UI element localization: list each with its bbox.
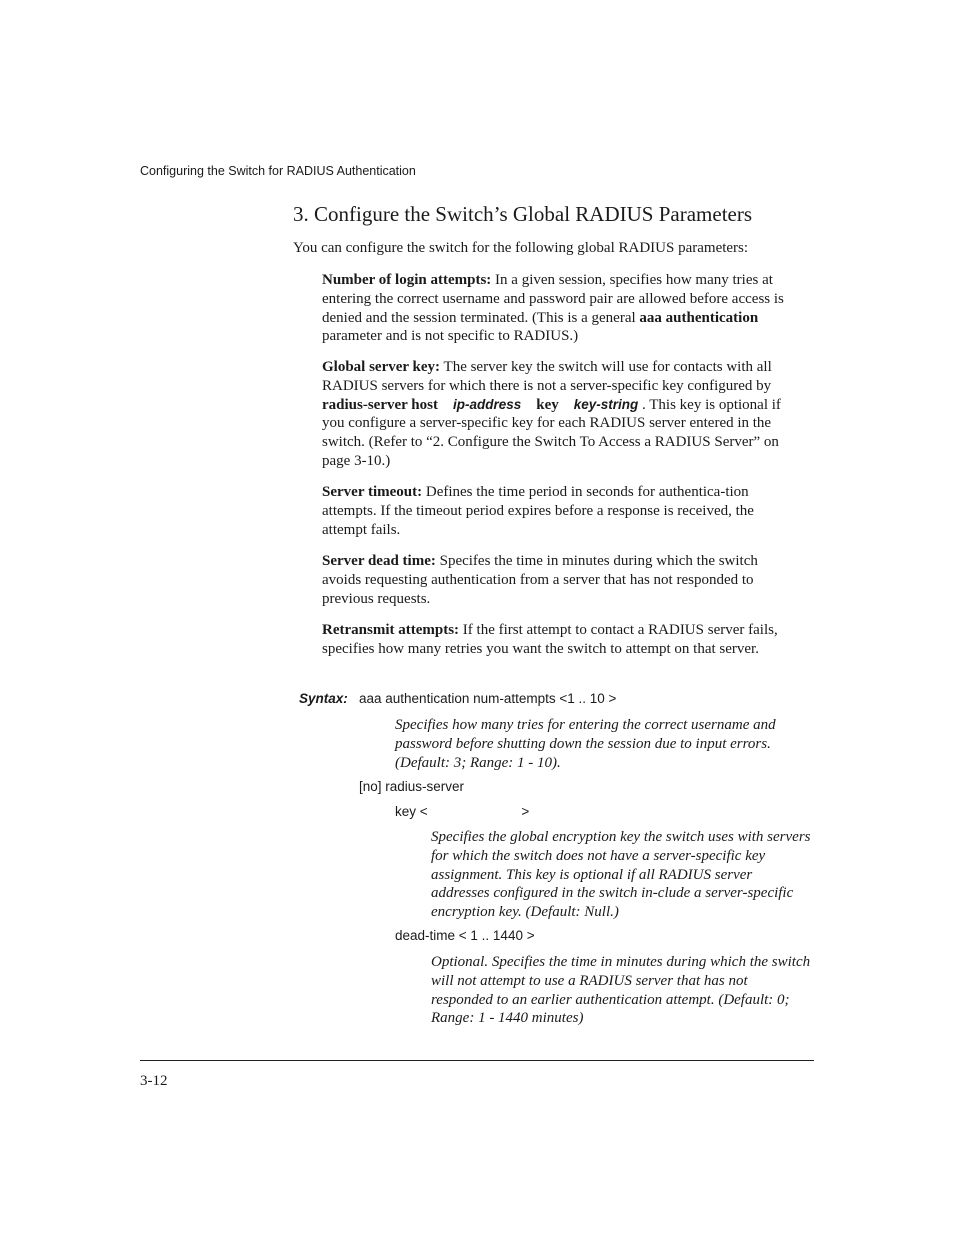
param-text-continued: . This key is optional if you configure a server-specific key for each RADIUS server entered in the switch. (Refer to “2. Configure the Switch To Access a RADIUS Server” on page 3-10.): [322, 396, 781, 469]
inline-command: key: [536, 396, 559, 413]
syntax-command-radius-server: [no] radius-server: [359, 779, 465, 794]
inline-argument: ip-address: [452, 396, 522, 412]
param-text-continued: parameter and is not specific to RADIUS.): [322, 328, 579, 345]
syntax-description-num-attempts: Specifies how many tries for entering the correct username and password before shutting down the session due to input errors. (Default: 3; Range: 1 - 10).: [395, 717, 776, 771]
intro-paragraph: You can configure the switch for the following global RADIUS parameters:: [293, 240, 749, 256]
param-server-timeout: [322, 483, 797, 539]
param-term: Server dead time:: [322, 553, 436, 569]
param-inline-command: aaa authentication: [639, 309, 759, 326]
param-text: In a given session, specifies how many tries at entering the correct username and password pair are allowed before access is denied and the session terminated. (This is a general: [322, 272, 784, 326]
section-title: 3. Configure the Switch’s Global RADIUS Parameters: [293, 202, 753, 226]
syntax-description-dead-time: Optional. Specifies the time in minutes during which the switch will not attempt to use a RADIUS server that has not responded to an earlier authentication attempt. (Default: 0; Range: 1 - 1440 minutes): [431, 954, 811, 1027]
param-server-dead-time: [322, 552, 797, 608]
running-header: Configuring the Switch for RADIUS Authentication: [140, 164, 416, 178]
syntax-command-dead-time: dead-time < 1 .. 1440 >: [395, 928, 535, 943]
param-text: Specifes the time in minutes during which the switch avoids requesting authentication from a server that has not responded to previous requests.: [322, 553, 758, 607]
param-term: Global server key:: [322, 359, 441, 375]
param-term: Retransmit attempts:: [322, 622, 460, 638]
syntax-command-num-attempts: aaa authentication num-attempts <1 .. 10 >: [359, 691, 617, 706]
page-number: 3-12: [140, 1073, 168, 1089]
param-text: If the first attempt to contact a RADIUS server fails, specifies how many retries you want the switch to attempt on that server.: [322, 622, 778, 657]
syntax-label: Syntax:: [299, 691, 348, 706]
param-text: Defines the time period in seconds for authentica-tion attempts. If the timeout period expires before a response is received, the attempt fails.: [322, 484, 754, 538]
footer-divider: [140, 1060, 814, 1061]
param-text: The server key the switch will use for contacts with all RADIUS servers for which there is not a server-specific key configured by: [322, 359, 772, 394]
inline-argument: key-string: [573, 396, 639, 412]
syntax-description-key: Specifies the global encryption key the switch uses with servers for which the switch does not have a server-specific key assignment. This key is optional if all RADIUS server addresses configured in the switch in-clude a server-specific encryption key. (Default: Null.): [431, 829, 811, 921]
param-term: Server timeout:: [322, 484, 423, 500]
param-global-server-key: [322, 358, 797, 471]
param-login-attempts: [322, 271, 797, 346]
param-term: Number of login attempts:: [322, 272, 492, 288]
param-retransmit-attempts: [322, 621, 797, 659]
syntax-command-key: key < >: [395, 804, 530, 819]
inline-command: radius-server host: [322, 396, 438, 413]
